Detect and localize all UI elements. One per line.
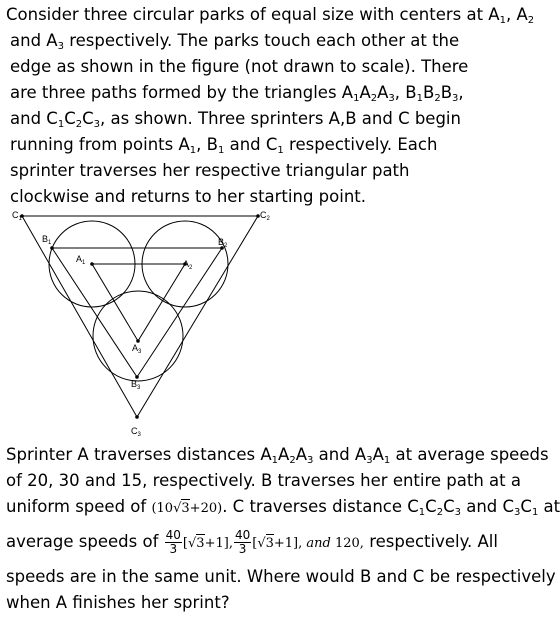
intro-line-3: edge as shown in the figure (not drawn to scale). There [10, 57, 469, 76]
intro-line-2: and $A_3$ respectively. The parks touch each other at the [10, 31, 460, 52]
intro-line-4: are three paths formed by the triangles $A_1A_2A_3$, $B_1B_2B_3$, [10, 83, 464, 104]
question-line-1: Sprinter A traverses distances $A_1A_2A_3$ and $A_3A_1$ at average speeds [6, 445, 549, 466]
label-a2: $A_2$ [183, 259, 193, 271]
question-line-4: average speeds of $\frac{40}{3}$ [√3+1], $\frac{40}{3}$ [√3+1], and 120, respectively. All [6, 528, 498, 556]
problem-intro [6, 2, 535, 210]
intro-line-6: running from points $A_1$, $B_1$ and $C_1$ respectively. Each [10, 135, 438, 156]
point-a1 [90, 262, 94, 266]
question-line-2: of 20, 30 and 15, respectively. B traverses her entire path at a [6, 471, 521, 490]
speed-b-expression: (10√3+20) [151, 501, 223, 516]
question-line-6: when A finishes her sprint? [6, 593, 230, 612]
intro-line-8: clockwise and returns to her starting point. [10, 187, 366, 206]
intro-line-7: sprinter traverses her respective triangular path [10, 161, 410, 180]
label-a1: $A_1$ [76, 254, 86, 266]
question-line-5: speeds are in the same unit. Where would B and C be respectively [6, 567, 556, 586]
point-b1 [50, 246, 54, 250]
label-c3: $C_3$ [131, 426, 141, 438]
label-a3: $A_3$ [132, 343, 142, 355]
problem-question [6, 442, 560, 616]
park-circle-3 [93, 291, 183, 381]
fraction-1: $\frac{40}{3}$ [165, 528, 181, 556]
label-b2: $B_2$ [218, 237, 228, 249]
label-c1: $C_1$ [12, 210, 22, 222]
point-c3 [135, 415, 139, 419]
intro-line-5: and $C_1C_2C_3$, as shown. Three sprinters A,B and C begin [10, 109, 461, 130]
question-line-3: uniform speed of (10√3+20). C traverses distance $C_1C_2C_3$ and $C_3C_1$ at [6, 497, 560, 518]
parks-diagram [0, 205, 300, 440]
label-b1: $B_1$ [42, 234, 52, 246]
label-c2: $C_2$ [260, 210, 270, 222]
intro-line-1: Consider three circular parks of equal size with centers at $A_1$, $A_2$ [6, 5, 535, 26]
label-b3: $B_3$ [131, 379, 141, 391]
fraction-2: $\frac{40}{3}$ [234, 528, 251, 556]
